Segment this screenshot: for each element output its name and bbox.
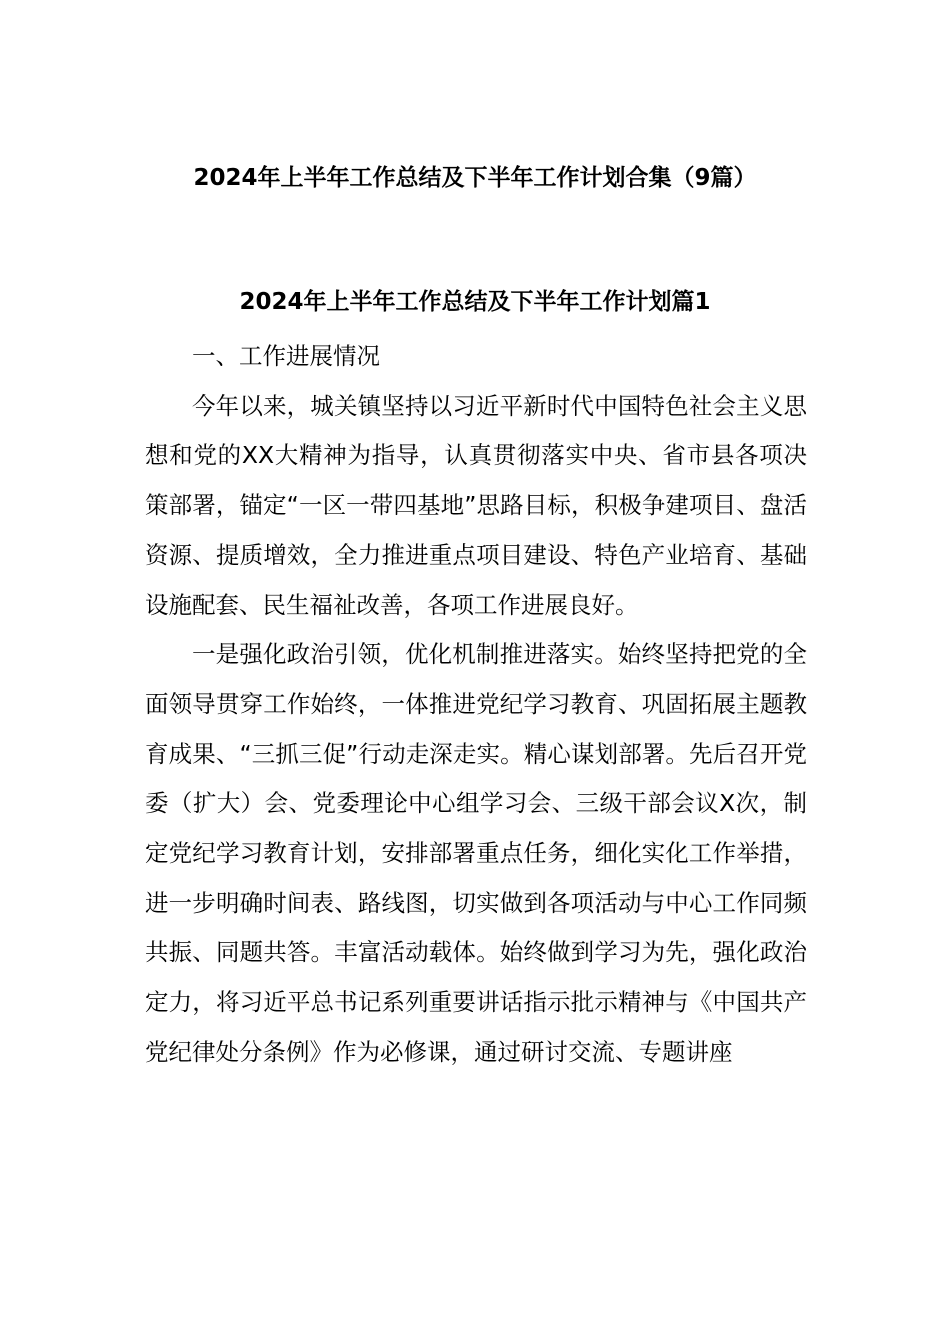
paragraph-political-leadership: 一是强化政治引领，优化机制推进落实。始终坚持把党的全面领导贯穿工作始终，一体推进党纪学习教育、巩固拓展主题教育成果、“三抓三促”行动走深走实。精心谋划部署。先后召开党委（扩大）会、党委理论中心组学习会、三级干部会议X次，制定党纪学习教育计划，安排部署重点任务，细化实化工作举措，进一步明确时间表、路线图，切实做到各项活动与中心工作同频共振、同题共答。丰富活动载体。始终做到学习为先，强化政治定力，将习近平总书记系列重要讲话指示批示精神与《中国共产党纪律处分条例》作为必修课，通过研讨交流、专题讲座 xyxy=(145,640,807,1066)
document-title: 2024年上半年工作总结及下半年工作计划合集（9篇） xyxy=(193,165,757,191)
paragraph-overview: 今年以来，城关镇坚持以习近平新时代中国特色社会主义思想和党的XX大精神为指导，认真贯彻落实中央、省市县各项决策部署，锚定“一区一带四基地”思路目标，积极争建项目、盘活资源、提质增效，全力推进重点项目建设、特色产业培育、基础设施配套、民生福祉改善，各项工作进展良好。 xyxy=(145,391,807,619)
section-title: 2024年上半年工作总结及下半年工作计划篇1 xyxy=(239,289,711,315)
heading-work-progress: 一、工作进展情况 xyxy=(192,342,380,370)
document-body xyxy=(145,332,807,1078)
